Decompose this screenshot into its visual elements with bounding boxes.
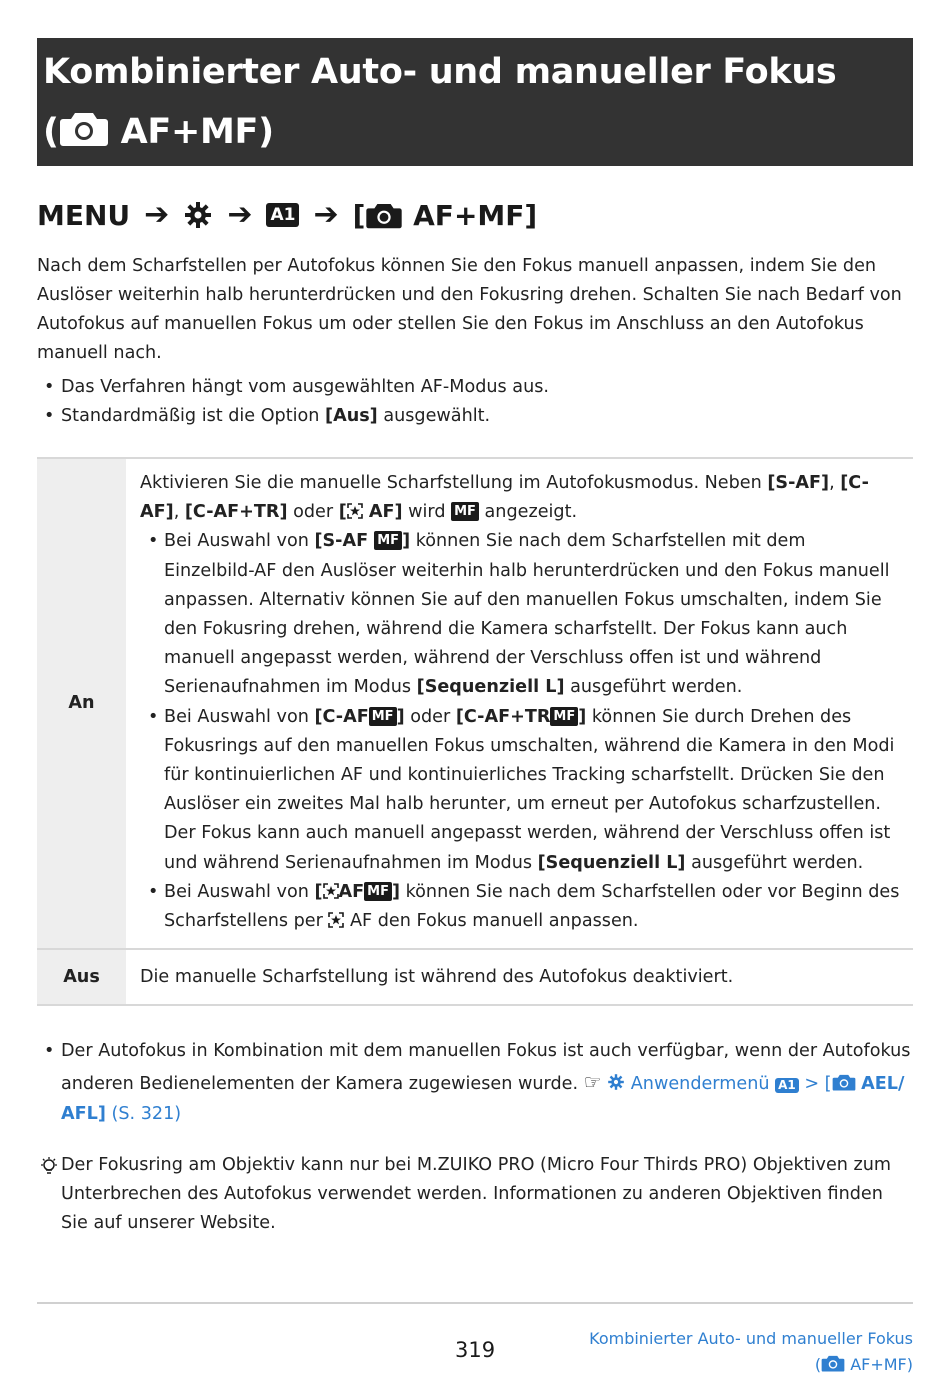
table-row-on [37, 458, 913, 949]
option-key-on: An [37, 458, 126, 949]
on-bullet-3: • Bei Auswahl von [ AF MF ] können Sie nach dem Scharfstellen oder vor Beginn des Scharfstellens per AF den Fokus manuell anpassen. [140, 878, 901, 936]
face-detect-icon [347, 503, 363, 519]
reference-hand-icon: ☞ [583, 1069, 602, 1094]
note-bullet: • Der Autofokus in Kombination mit dem manuellen Fokus ist auch verfügbar, wenn der Autofokus anderen Bedienelementen der Kamera zugewiesen wurde. ☞ Anwendermenü A1 > [ AEL/ AFL] (S. 321) [44, 1036, 912, 1130]
custom-menu-link[interactable]: Anwendermenü A1 > [ AEL/ AFL] (S. 321) [61, 1073, 905, 1124]
options-table [37, 457, 913, 1006]
on-bullet-2: • Bei Auswahl von [C-AF MF ] oder [C-AF+TR MF ] können Sie durch Drehen des Fokusrings auf den manuellen Fokus umschalten, während die Kamera in den Modi für kontinuierlichen AF und kontinuierliches Tracking scharfstellt. Drücken Sie den Auslöser ein zweites Mal halb herunter, um erneut per Autofokus scharfzustellen. Der Fokus kann auch manuell angepasst werden, während der Verschluss offen ist und während Serienaufnahmen im Modus [Sequenziell L] ausgeführt werden. [140, 703, 901, 878]
mf-icon: MF [369, 707, 397, 726]
table-row-off [37, 949, 913, 1005]
mf-icon: MF [364, 882, 392, 901]
mf-icon: MF [550, 707, 578, 726]
mf-icon: MF [374, 531, 402, 550]
a1-tab-icon: A1 [266, 203, 299, 227]
option-key-off: Aus [37, 949, 126, 1005]
page-title-label: AF+MF) [120, 112, 274, 152]
option-desc-off: Die manuelle Scharfstellung ist während des Autofokus deaktiviert. [126, 949, 913, 1005]
footer-divider [37, 1302, 913, 1304]
a1-tab-icon: A1 [775, 1078, 799, 1093]
mf-icon: MF [451, 502, 479, 521]
option-desc-on [126, 458, 913, 949]
gear-icon [183, 200, 213, 230]
page-title-bar [37, 38, 913, 166]
camera-icon [365, 201, 403, 229]
page-title-line2: ( AF+MF) [43, 102, 913, 162]
face-detect-icon [323, 883, 339, 899]
menu-path [37, 192, 537, 238]
tip-text: Der Fokusring am Objektiv kann nur bei M.ZUIKO PRO (Micro Four Thirds PRO) Objektiven zum Unterbrechen des Autofokus verwendet werden. Informationen zu anderen Objektiven finden Sie auf unserer Website. [61, 1155, 892, 1233]
arrow-icon: ➔ [227, 197, 253, 232]
camera-icon [832, 1073, 856, 1091]
on-bullet-1: • Bei Auswahl von [S-AF MF ] können Sie nach dem Scharfstellen mit dem Einzelbild-AF den Auslöser weiterhin halb herunterdrücken und den Fokus manuell anpassen. Alternativ können Sie auf den manuellen Fokus umschalten, indem Sie den Fokusring drehen, während die Kamera scharfstellt. Der Fokus kann auch manuell angepasst werden, während der Verschluss offen ist und während Serienaufnahmen im Modus [Sequenziell L] ausgeführt werden. [140, 527, 901, 702]
menu-item: [ AF+MF] [352, 198, 538, 232]
intro-paragraph: Nach dem Scharfstellen per Autofokus können Sie den Fokus manuell anpassen, indem Sie den Auslöser weiterhin halb herunterdrücken und den Fokusring drehen. Schalten Sie nach Bedarf von Autofokus auf manuellen Fokus um oder stellen Sie den Fokus im Anschluss an den Autofokus manuell nach. [37, 256, 902, 363]
page-title-line1: Kombinierter Auto- und manueller Fokus [43, 52, 837, 92]
gear-icon [607, 1073, 625, 1091]
tip-icon [38, 1156, 60, 1178]
camera-icon [59, 109, 109, 147]
page-number: 319 [455, 1338, 496, 1362]
intro-bullet-2: • Standardmäßig ist die Option [Aus] ausgewählt. [44, 402, 904, 431]
menu-label: MENU [37, 198, 131, 232]
arrow-icon: ➔ [313, 197, 339, 232]
footer-title[interactable]: Kombinierter Auto- und manueller Fokus ( AF+MF) [589, 1329, 913, 1374]
intro-bullet-1: • Das Verfahren hängt vom ausgewählten AF-Modus aus. [44, 373, 904, 402]
on-intro: Aktivieren Sie die manuelle Scharfstellung im Autofokusmodus. Neben [S-AF], [C-AF], [C-AF+TR] oder [ AF] wird MF angezeigt. [140, 473, 869, 523]
arrow-icon: ➔ [144, 197, 170, 232]
face-detect-icon [328, 912, 344, 928]
camera-icon [821, 1354, 845, 1372]
